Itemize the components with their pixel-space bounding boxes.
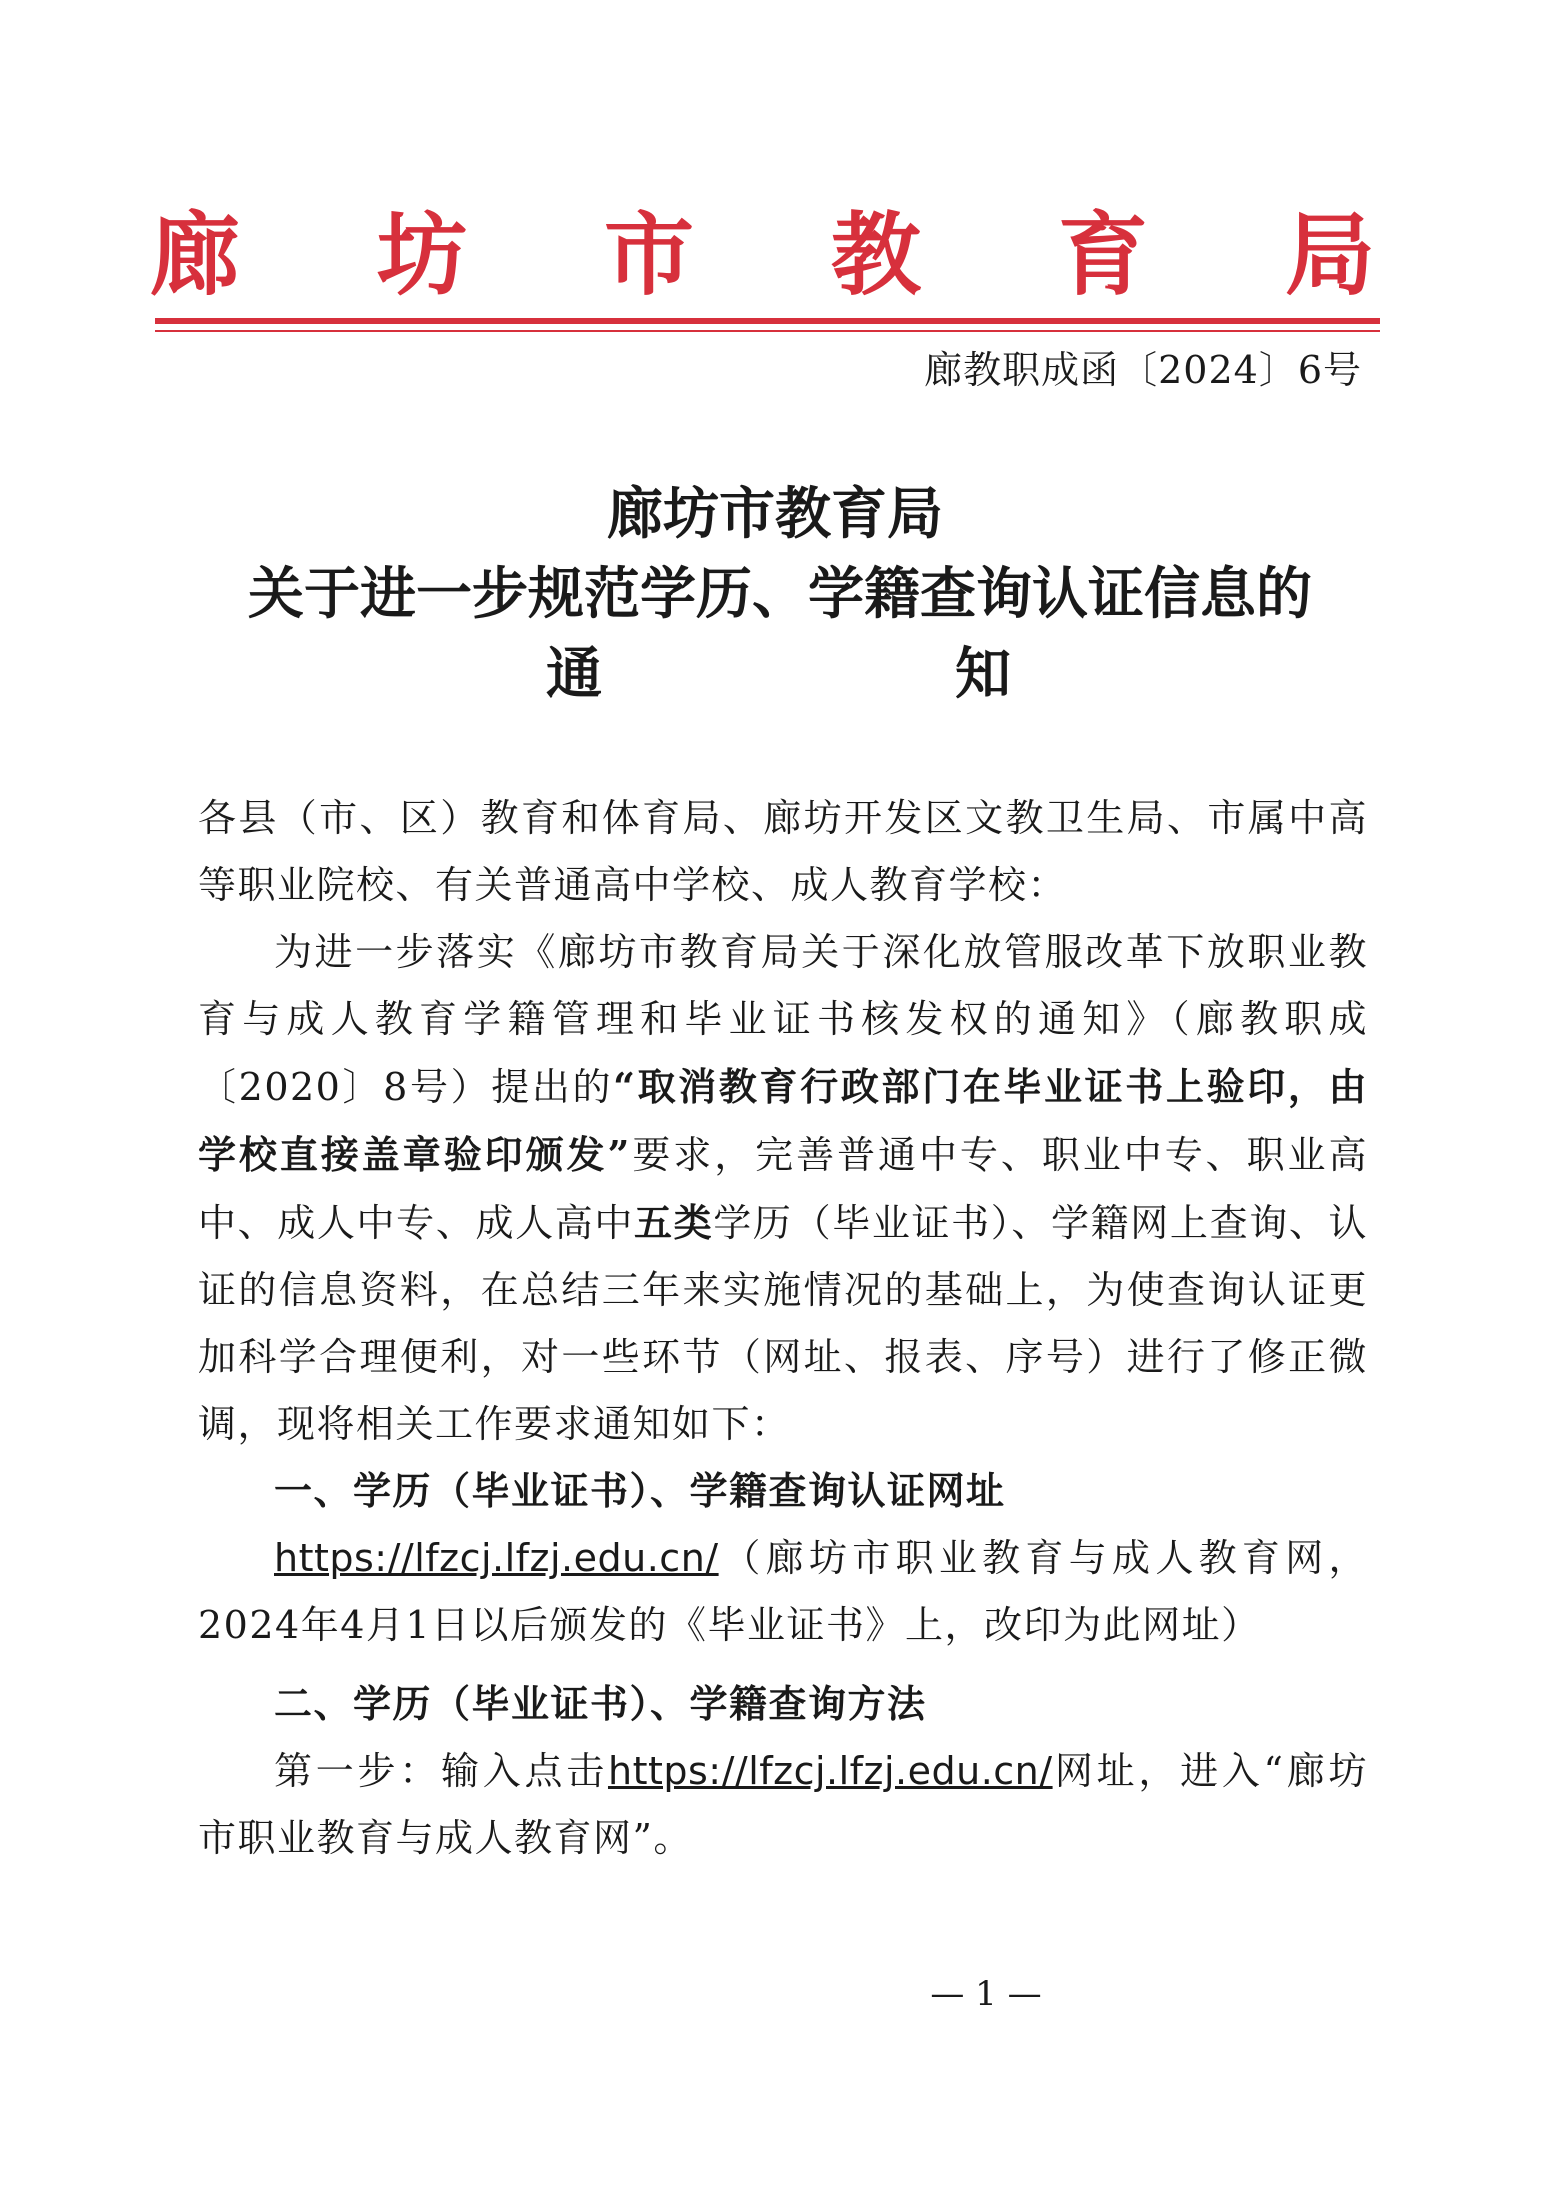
section1-heading: 一、学历（毕业证书）、学籍查询认证网址 (274, 1469, 1006, 1513)
section1-paragraph (198, 1525, 1368, 1659)
step1-prefix: 第一步：输入点击 (274, 1749, 608, 1793)
section2-step1 (198, 1738, 1368, 1872)
masthead-char: 廊 (150, 202, 240, 308)
masthead-char: 教 (831, 202, 921, 308)
step1-url-link[interactable]: https://lfzcj.lfzj.edu.cn/ (607, 1749, 1053, 1793)
document-title-line3-left: 通 (546, 642, 602, 707)
document-title-line1: 廊坊市教育局 (607, 482, 943, 547)
masthead-title (150, 202, 1375, 308)
section2-heading: 二、学历（毕业证书）、学籍查询方法 (274, 1682, 927, 1726)
section1-url-link[interactable]: https://lfzcj.lfzj.edu.cn/ (274, 1536, 719, 1580)
paragraph-intro-emphasis-1: “取消教育行政部门在毕业证书上验印，由学校直接盖章验印颁发” (198, 1064, 1368, 1177)
masthead-rule-thin (155, 330, 1380, 332)
document-title-line3-right: 知 (955, 642, 1011, 707)
paragraph-intro-emphasis-2: 五类 (634, 1200, 714, 1245)
document-body (198, 785, 1368, 1872)
paragraph-intro-text-3: 学历（毕业证书）、学籍网上查询、认证的信息资料，在总结三年来实施情况的基础上，为使查询认证更加科学合理便利，对一些环节（网址、报表、序号）进行了修正微调，现将相关工作要求通知如下： (198, 1201, 1368, 1446)
paragraph-intro (198, 919, 1368, 1458)
paragraph-intro-text-1: 为进一步落实《廊坊市教育局关于深化放管服改革下放职业教育与成人教育学籍管理和毕业证书核发权的通知》（廊教职成〔2020〕8号）提出的 (198, 930, 1368, 1109)
document-number: 廊教职成函〔2024〕6号 (924, 348, 1362, 392)
spacer (198, 1659, 1368, 1671)
section1-text: （廊坊市职业教育与成人教育网，2024年4月1日以后颁发的《毕业证书》上，改印为此网址） (198, 1536, 1368, 1647)
masthead-rule-thick (155, 318, 1380, 324)
salutation: 各县（市、区）教育和体育局、廊坊开发区文教卫生局、市属中高等职业院校、有关普通高中学校、成人教育学校： (198, 796, 1368, 907)
document-title-line2: 关于进一步规范学历、学籍查询认证信息的 (248, 562, 1312, 627)
page-number: — 1 — (930, 1974, 1042, 2014)
masthead-char: 市 (604, 202, 694, 308)
masthead-char: 育 (1058, 202, 1148, 308)
masthead-char: 坊 (377, 202, 467, 308)
masthead-char: 局 (1285, 202, 1375, 308)
step1-suffix: 网址，进入“廊坊市职业教育与成人教育网”。 (198, 1749, 1368, 1860)
paragraph-intro-text-2: 要求，完善普通中专、职业中专、职业高中、成人中专、成人高中 (198, 1133, 1368, 1245)
